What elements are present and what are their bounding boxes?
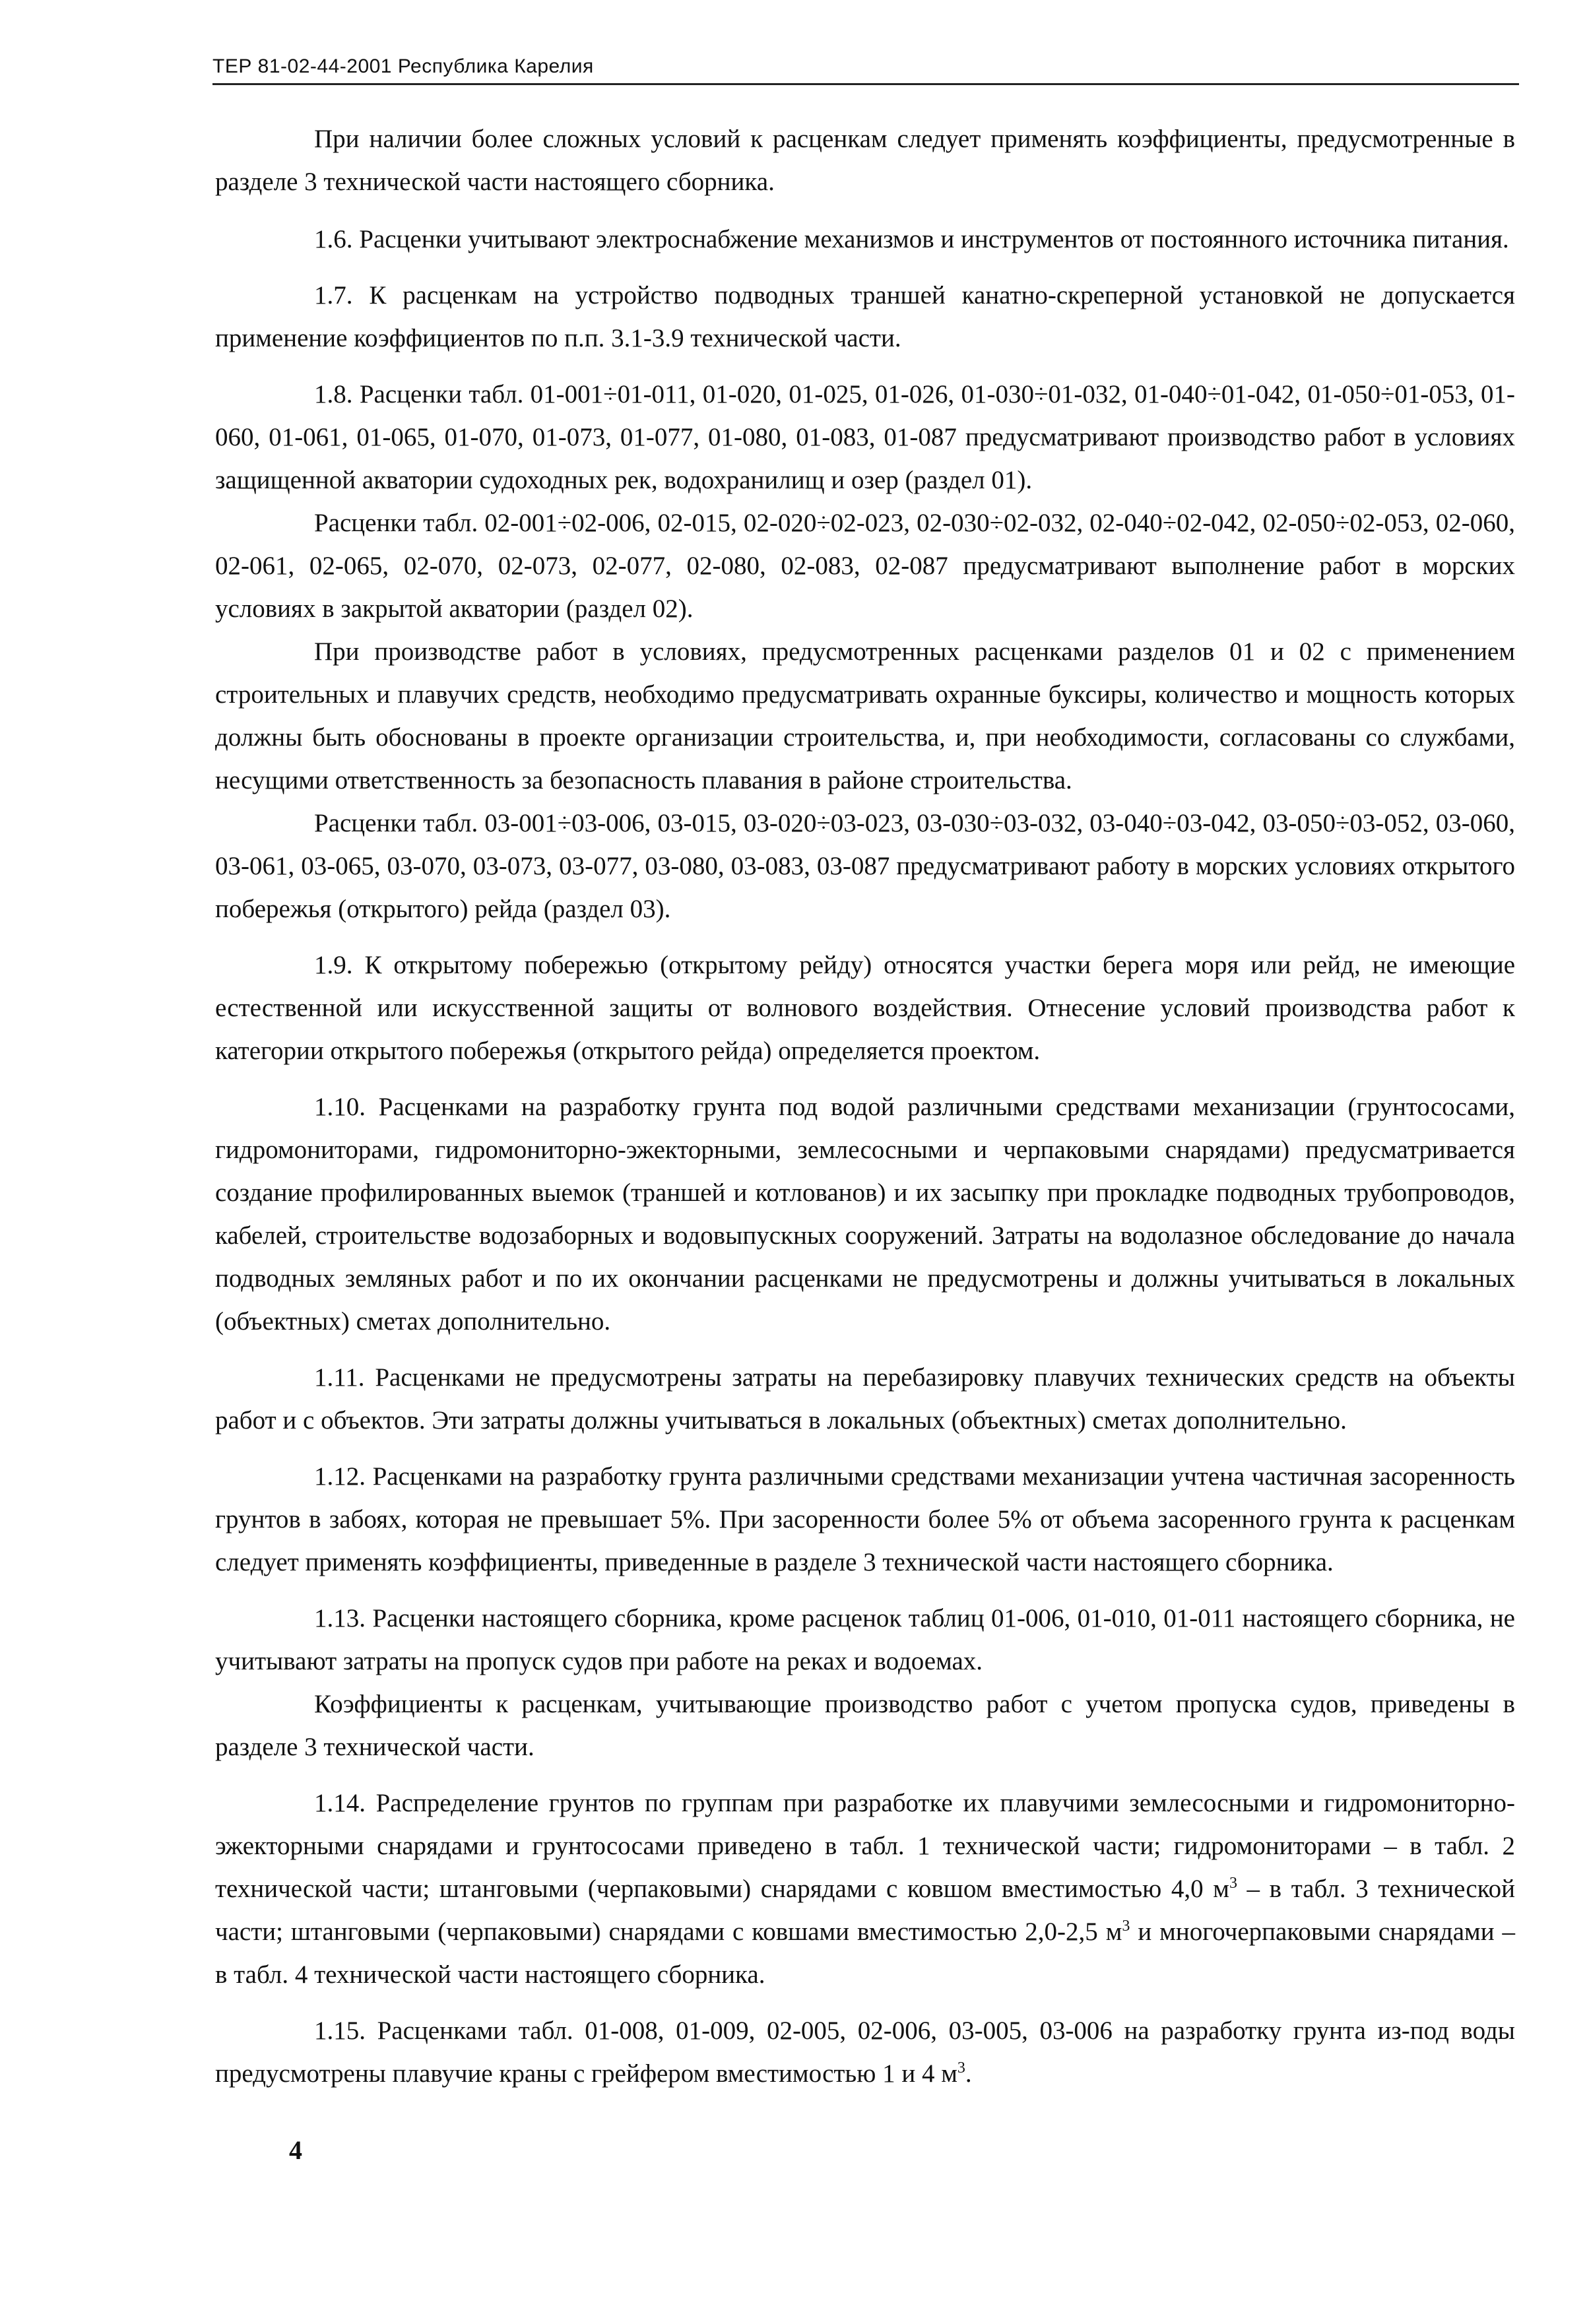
paragraph-1-12: 1.12. Расценками на разработку грунта различными средствами механизации учтена частичная засоренность грунтов в забоях, которая не превышает 5%. При засоренности более 5% от объема засоренного грунта к расценкам следует применять коэффициенты, приведенные в разделе 3 технической части настоящего сборника. (215, 1462, 1515, 1576)
paragraph-1-8: 1.8. Расценки табл. 01-001÷01-011, 01-020, 01-025, 01-026, 01-030÷01-032, 01-040÷01-042, 01-050÷01-053, 01-060, 01-061, 01-065, 01-070, 01-073, 01-077, 01-080, 01-083, 01-087 предусматривают производство работ в условиях защищенной акватории судоходных рек, водохранилищ и озер (раздел 01). (215, 380, 1515, 494)
superscript-cubic: 3 (1122, 1918, 1130, 1935)
running-head: ТЕР 81-02-44-2001 Республика Карелия (212, 55, 1519, 85)
paragraph-1-6: 1.6. Расценки учитывают электроснабжение механизмов и инструментов от постоянного источника питания. (314, 225, 1509, 253)
paragraph-1-11: 1.11. Расценками не предусмотрены затраты на перебазировку плавучих технических средств на объекты работ и с объектов. Эти затраты должны учитываться в локальных (объектных) сметах дополнительно. (215, 1363, 1515, 1435)
superscript-cubic: 3 (1229, 1875, 1237, 1892)
paragraph-1-14-part-a: 1.14. Распределение грунтов по группам при разработке их плавучими землесосными и гидромониторно-эжекторными снарядами и грунтососами приведено в табл. 1 технической части; гидромониторами – в табл. 2 технической части; штанговыми (черпаковыми) снарядами с ковшом вместимостью 4,0 м (215, 1789, 1515, 1903)
paragraph-1-14-part-b: – в табл. 3 технической части; штанговыми (черпаковыми) снарядами с ковшами вместимостью 2,0-2,5 м (215, 1875, 1515, 1946)
paragraph-1-8-section-03: Расценки табл. 03-001÷03-006, 03-015, 03-020÷03-023, 03-030÷03-032, 03-040÷03-042, 03-050÷03-052, 03-060, 03-061, 03-065, 03-070, 03-073, 03-077, 03-080, 03-083, 03-087 предусматривают работу в морских условиях открытого побережья (открытого) рейда (раздел 03). (215, 809, 1515, 923)
paragraph-1-7: 1.7. К расценкам на устройство подводных траншей канатно-скреперной установкой не допускается применение коэффициентов по п.п. 3.1-3.9 технической части. (215, 281, 1515, 352)
paragraph-1-15 (215, 2009, 1515, 2095)
paragraph-1-9: 1.9. К открытому побережью (открытому рейду) относятся участки берега моря или рейд, не имеющие естественной или искусственной защиты от волнового воздействия. Отнесение условий производства работ к категории открытого побережья (открытого рейда) определяется проектом. (215, 951, 1515, 1065)
superscript-cubic: 3 (957, 2059, 965, 2077)
paragraph-1-8-section-02: Расценки табл. 02-001÷02-006, 02-015, 02-020÷02-023, 02-030÷02-032, 02-040÷02-042, 02-050÷02-053, 02-060, 02-061, 02-065, 02-070, 02-073, 02-077, 02-080, 02-083, 02-087 предусматривают выполнение работ в морских условиях в закрытой акватории (раздел 02). (215, 509, 1515, 623)
paragraph-1-15-end: . (965, 2059, 972, 2088)
paragraph-1-13: 1.13. Расценки настоящего сборника, кроме расценок таблиц 01-006, 01-010, 01-011 настоящего сборника, не учитывают затраты на пропуск судов при работе на реках и водоемах. (215, 1604, 1515, 1675)
paragraph-1-15-part-a: 1.15. Расценками табл. 01-008, 01-009, 02-005, 02-006, 03-005, 03-006 на разработку грунта из-под воды предусмотрены плавучие краны с грейфером вместимостью 1 и 4 м (215, 2017, 1515, 2088)
paragraph-1-14 (215, 1782, 1515, 1996)
page-number: 4 (289, 2135, 302, 2165)
paragraph-1-14-part-c: и многочерпаковыми снарядами – в табл. 4 технической части настоящего сборника. (215, 1918, 1516, 1989)
document-body (215, 117, 1515, 2108)
paragraph-intro: При наличии более сложных условий к расценкам следует применять коэффициенты, предусмотренные в разделе 3 технической части настоящего сборника. (215, 125, 1515, 196)
paragraph-1-13-coefficients: Коэффициенты к расценкам, учитывающие производство работ с учетом пропуска судов, приведены в разделе 3 технической части. (215, 1690, 1515, 1761)
paragraph-1-10: 1.10. Расценками на разработку грунта под водой различными средствами механизации (грунтососами, гидромониторами, гидромониторно-эжекторными, землесосными и черпаковыми снарядами) предусматривается создание профилированных выемок (траншей и котлованов) и их засыпку при прокладке подводных трубопроводов, кабелей, строительстве водозаборных и водовыпускных сооружений. Затраты на водолазное обследование до начала подводных земляных работ и по их окончании расценками не предусмотрены и должны учитываться в локальных (объектных) сметах дополнительно. (215, 1093, 1515, 1336)
paragraph-1-8-tugboats: При производстве работ в условиях, предусмотренных расценками разделов 01 и 02 с применением строительных и плавучих средств, необходимо предусматривать охранные буксиры, количество и мощность которых должны быть обоснованы в проекте организации строительства, и, при необходимости, согласованы со службами, несущими ответственность за безопасность плавания в районе строительства. (215, 637, 1515, 794)
